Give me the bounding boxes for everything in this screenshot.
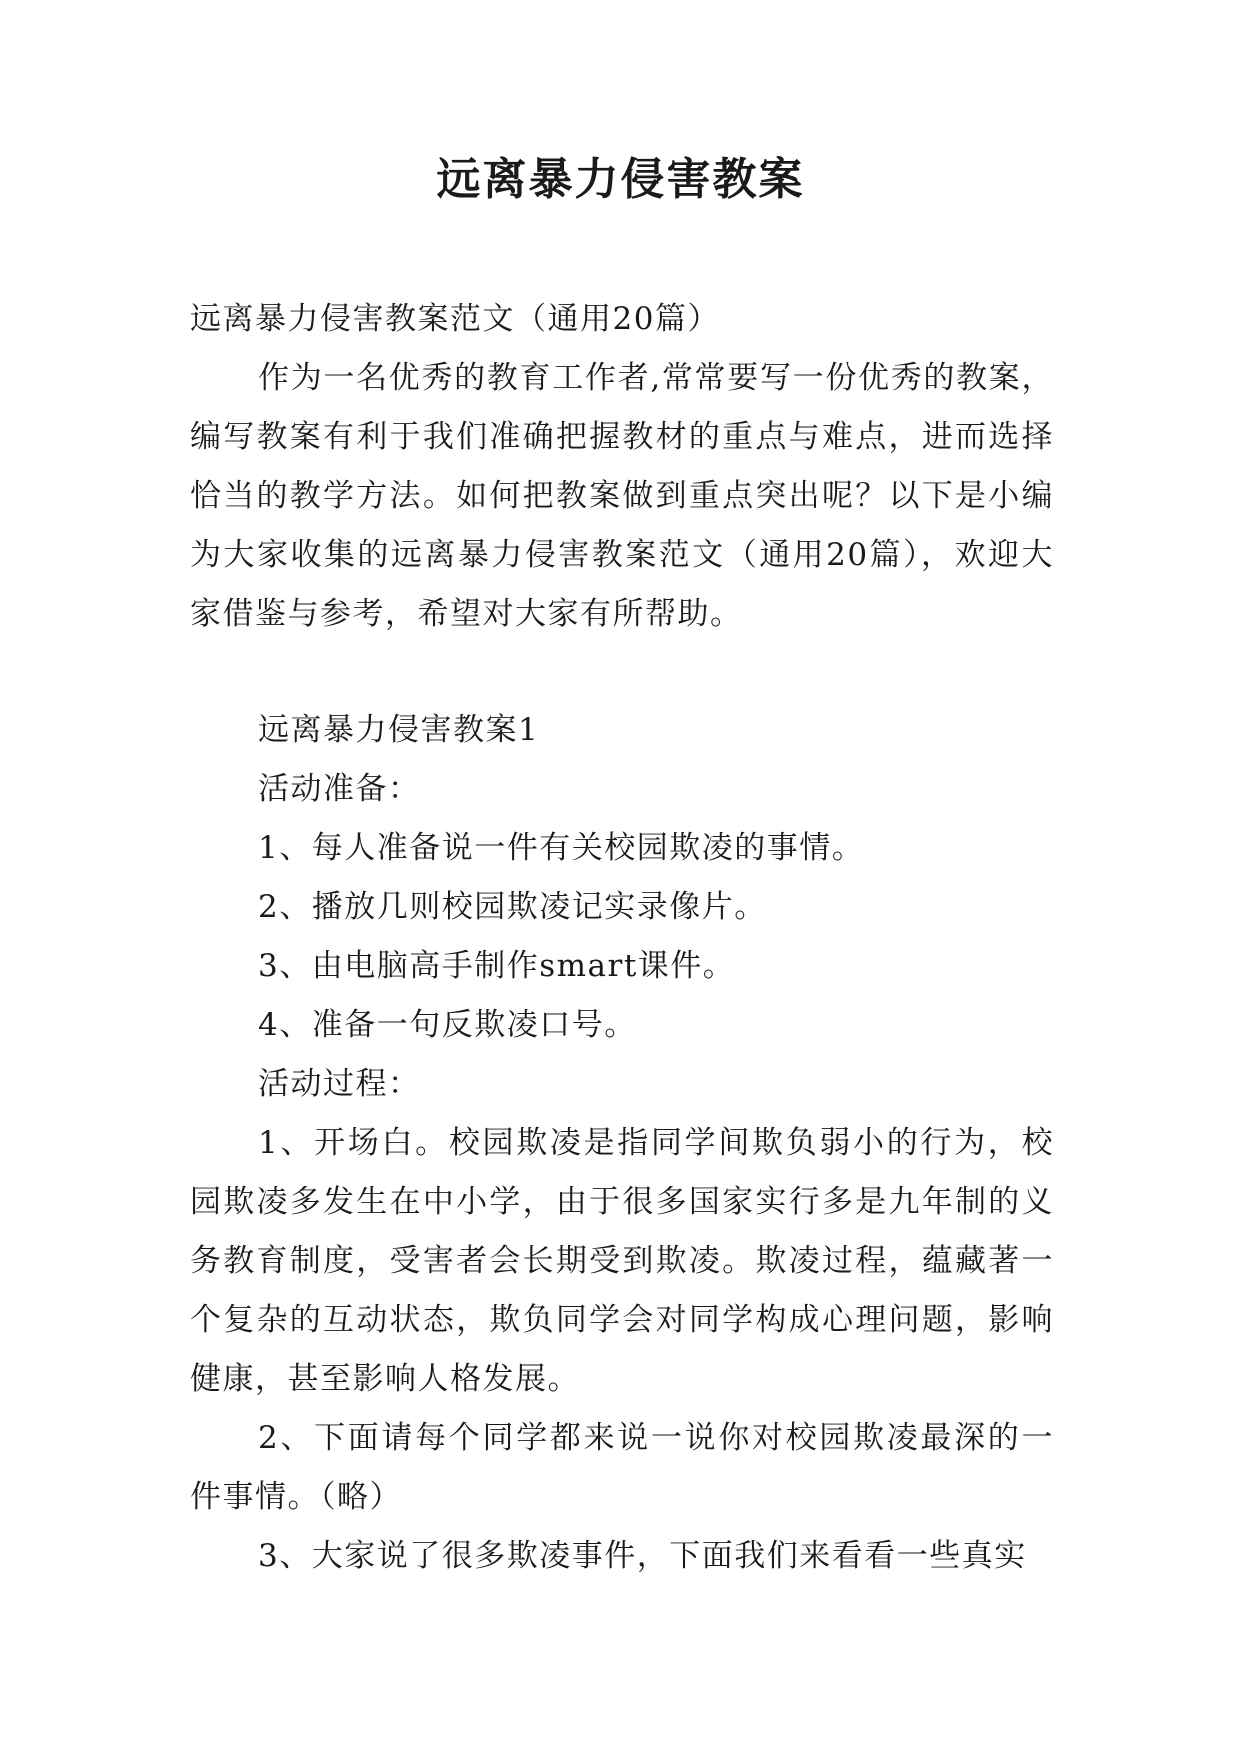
process-item: 2、下面请每个同学都来说一说你对校园欺凌最深的一件事情。（略） bbox=[190, 1420, 1054, 1515]
prep-item: 1、每人准备说一件有关校园欺凌的事情。 bbox=[258, 830, 865, 866]
process-item: 1、开场白。校园欺凌是指同学间欺负弱小的行为，校园欺凌多发生在中小学，由于很多国家实行多是九年制的义务教育制度，受害者会长期受到欺凌。欺凌过程，蕴藏著一个复杂的互动状态，欺负同学会对同学构成心理问题，影响健康，甚至影响人格发展。 bbox=[190, 1125, 1054, 1397]
prep-heading: 活动准备： bbox=[258, 771, 421, 807]
prep-item: 4、准备一句反欺凌口号。 bbox=[258, 1007, 637, 1043]
process-heading: 活动过程： bbox=[258, 1066, 421, 1102]
prep-item: 3、由电脑高手制作smart课件。 bbox=[258, 948, 736, 984]
prep-item: 2、播放几则校园欺凌记实录像片。 bbox=[258, 889, 767, 925]
intro-paragraph: 作为一名优秀的教育工作者,常常要写一份优秀的教案，编写教案有利于我们准确把握教材的重点与难点，进而选择恰当的教学方法。如何把教案做到重点突出呢？以下是小编为大家收集的远离暴力侵害教案范文（通用20篇），欢迎大家借鉴与参考，希望对大家有所帮助。 bbox=[190, 360, 1054, 632]
document-body bbox=[190, 290, 1054, 1586]
document-title: 远离暴力侵害教案 bbox=[436, 154, 805, 205]
section-heading: 远离暴力侵害教案1 bbox=[258, 712, 540, 748]
process-item: 3、大家说了很多欺凌事件，下面我们来看看一些真实 bbox=[258, 1538, 1027, 1574]
document-subtitle: 远离暴力侵害教案范文（通用20篇） bbox=[190, 301, 720, 337]
paragraph-gap bbox=[190, 644, 1054, 701]
